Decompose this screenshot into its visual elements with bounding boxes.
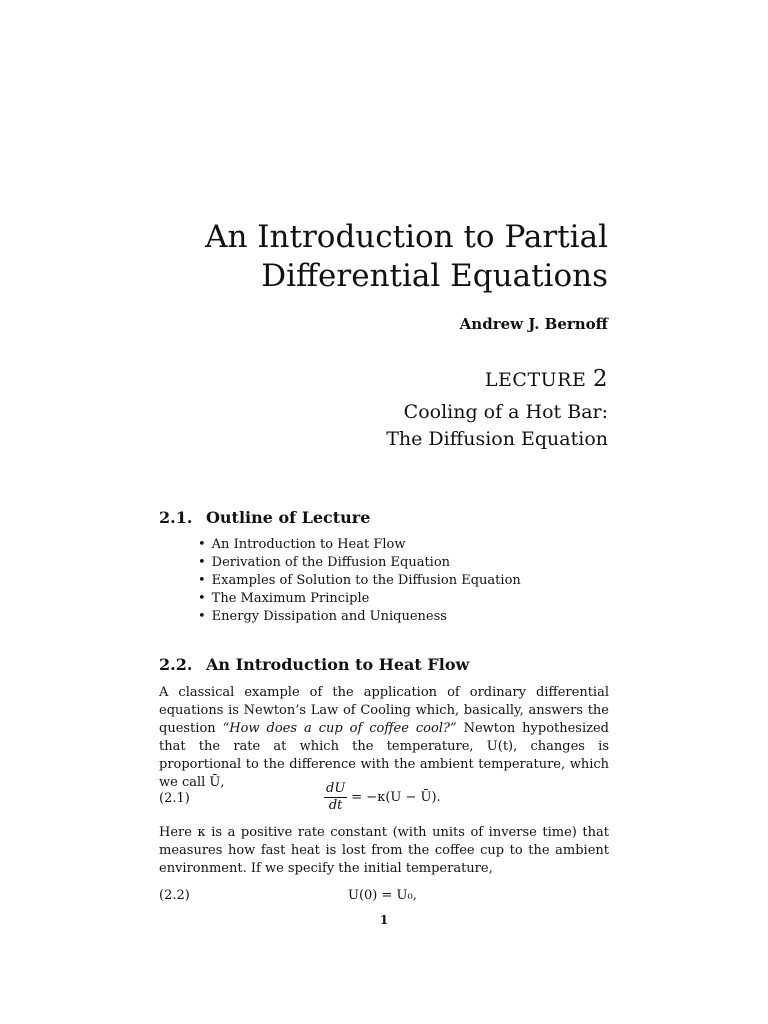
lecture-number: 2 xyxy=(592,366,608,392)
equation-label: (2.1) xyxy=(159,791,190,806)
lecture-subtitle xyxy=(386,399,608,453)
list-item: • Derivation of the Diffusion Equation xyxy=(198,554,521,572)
fraction xyxy=(324,781,347,814)
equation-body: U(0) = U₀, xyxy=(348,888,417,903)
paragraph-rate-constant: Here κ is a positive rate constant (with units of inverse time) that measures how fast heat is lost from the coffee cup to the ambient environment. If we specify the initial temperature, xyxy=(159,825,609,876)
title-line-2: Differential Equations xyxy=(261,258,608,294)
equation-2-2 xyxy=(159,888,609,908)
paragraph-text: A classical example of the application of ordinary differential equations is Newton’s Law of Cooling which, basically, answers the question xyxy=(159,685,609,736)
document-title xyxy=(205,218,608,296)
section-title: An Introduction to Heat Flow xyxy=(205,655,470,674)
page-number: 1 xyxy=(379,913,389,927)
lecture-label: LECTURE xyxy=(484,369,587,391)
list-item: • Examples of Solution to the Diffusion Equation xyxy=(198,572,521,590)
paragraph-newton-cooling xyxy=(159,684,609,792)
subtitle-line-2: The Diffusion Equation xyxy=(386,428,608,450)
list-item: • The Maximum Principle xyxy=(198,590,521,608)
equation-label: (2.2) xyxy=(159,888,190,903)
paragraph-text: Newton hypothesized that the rate at which the temperature, U(t), changes is proportional to the difference with the ambient temperature, which we call Ū, xyxy=(159,721,609,790)
equation-2-1 xyxy=(159,781,609,821)
outline-list xyxy=(198,536,521,626)
subtitle-line-1: Cooling of a Hot Bar: xyxy=(403,401,608,423)
section-number: 2.1. xyxy=(159,508,193,527)
author-name: Andrew J. Bernoff xyxy=(459,315,608,333)
title-line-1: An Introduction to Partial xyxy=(205,219,608,255)
section-heading-heat-flow xyxy=(159,655,469,674)
section-title: Outline of Lecture xyxy=(205,508,371,527)
equation-body xyxy=(324,781,441,814)
section-number: 2.2. xyxy=(159,655,193,674)
lecture-heading xyxy=(485,366,608,392)
fraction-denominator: dt xyxy=(328,798,343,813)
paragraph-quote: “How does a cup of coffee cool?” xyxy=(222,721,457,736)
list-item: • An Introduction to Heat Flow xyxy=(198,536,521,554)
list-item: • Energy Dissipation and Uniqueness xyxy=(198,608,521,626)
fraction-numerator: dU xyxy=(326,781,346,796)
section-heading-outline xyxy=(159,508,370,527)
equation-rhs: = −κ(U − Ū). xyxy=(351,790,441,805)
